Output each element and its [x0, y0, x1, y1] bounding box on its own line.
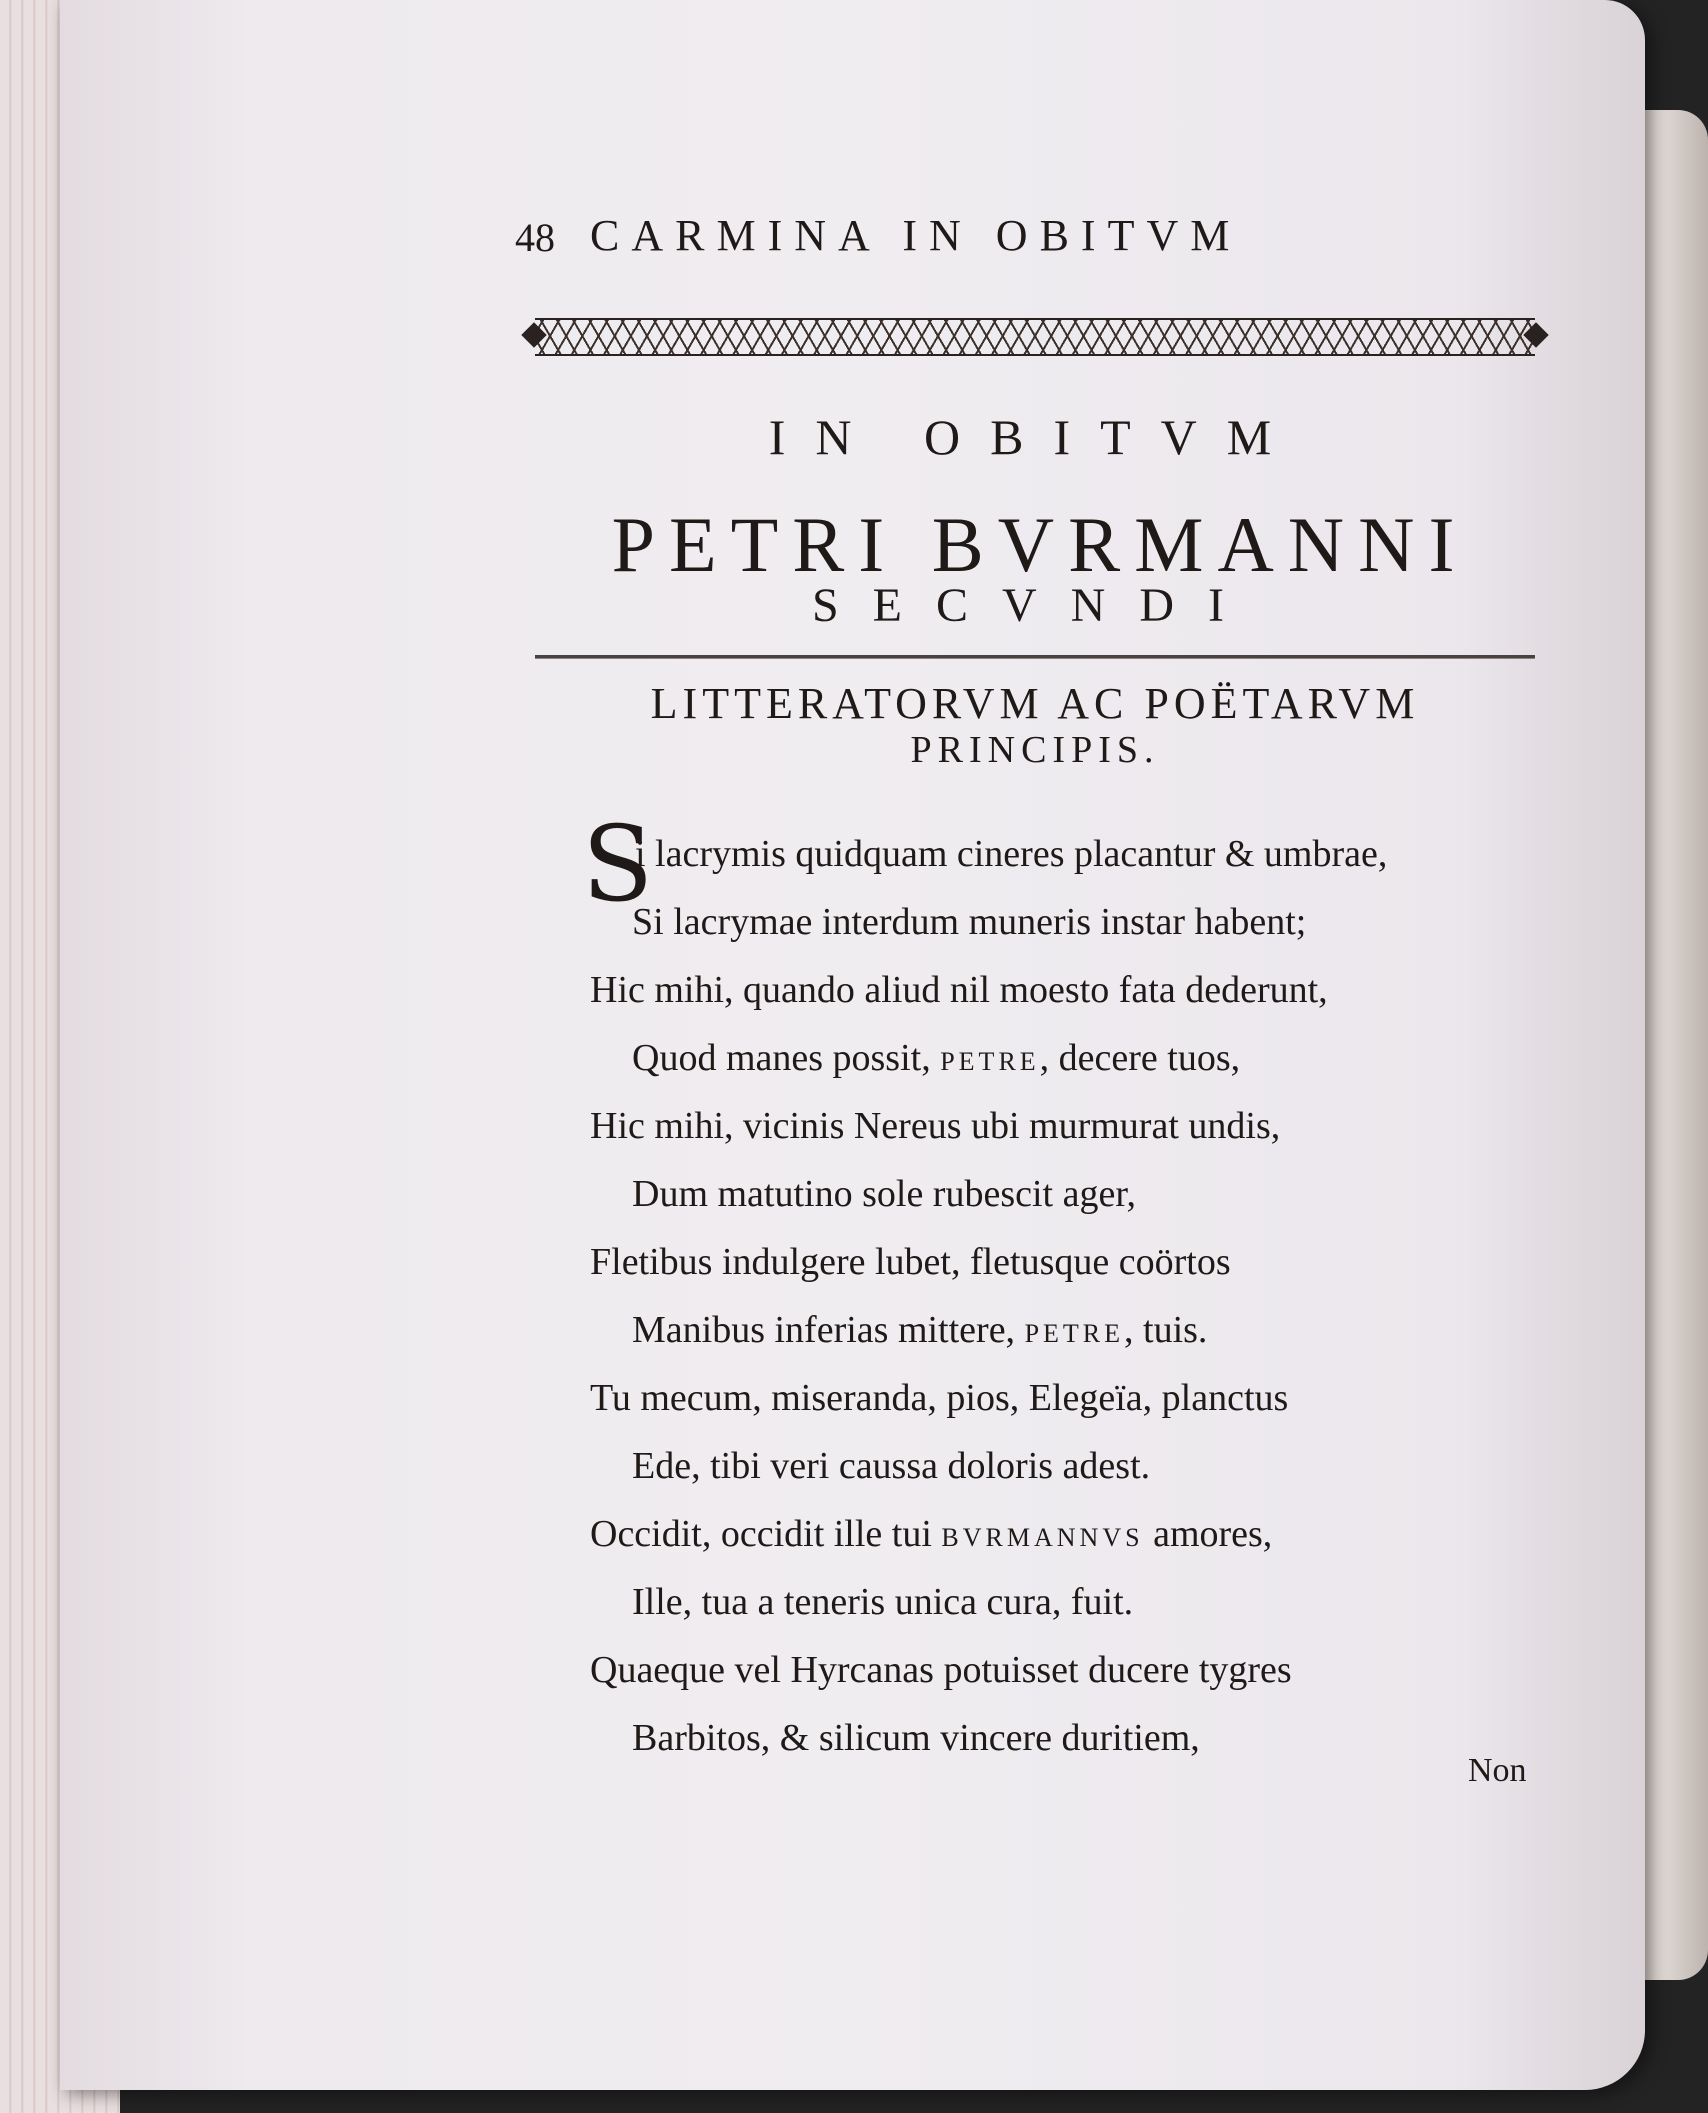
verse-line	[590, 1568, 1550, 1636]
running-title: CARMINA IN OBITVM	[590, 211, 1242, 260]
verse-line	[590, 1296, 1550, 1364]
verse-line	[590, 1636, 1550, 1704]
heading-rule	[535, 655, 1535, 659]
drop-cap: S	[582, 803, 654, 925]
poem	[582, 803, 1550, 1772]
verse-line	[590, 888, 1550, 956]
verse-line	[590, 1432, 1550, 1500]
page-number: 48	[515, 215, 555, 260]
verse-text: Ede, tibi veri caussa doloris adest.	[632, 1445, 1151, 1487]
verse-text: Si lacrymae interdum muneris instar habent;	[632, 901, 1307, 943]
verse-line	[590, 1160, 1550, 1228]
heading-name: PETRI BVRMANNI	[611, 501, 1469, 588]
verse-text: Ille, tua a teneris unica cura, fuit.	[632, 1581, 1134, 1623]
catchword: Non	[1468, 1752, 1527, 1789]
verse-line	[590, 1092, 1550, 1160]
subtitle-line-2: PRINCIPIS.	[910, 729, 1160, 771]
running-head	[515, 210, 1435, 270]
verse-text: Quod manes possit,	[632, 1037, 941, 1079]
verse-text: amores,	[1143, 1513, 1273, 1555]
verse-line	[590, 956, 1550, 1024]
verse-text: Occidit, occidit ille tui	[590, 1513, 942, 1555]
verse-text: Dum matutino sole rubescit ager,	[632, 1173, 1136, 1215]
verse-text: Tu mecum, miseranda, pios, Elegeïa, planctus	[590, 1377, 1289, 1419]
verse-text: , decere tuos,	[1039, 1037, 1241, 1079]
verse-line	[590, 1364, 1550, 1432]
verse-line	[590, 1500, 1550, 1568]
verse-text: Quaeque vel Hyrcanas potuisset ducere tygres	[590, 1649, 1292, 1691]
ornamental-rule	[535, 318, 1535, 356]
small-caps-name: PETRE	[1024, 1319, 1125, 1348]
verse-line	[590, 1704, 1550, 1772]
verse-text: Manibus inferias mittere,	[632, 1309, 1025, 1351]
verse-line	[590, 1024, 1550, 1092]
verse-text: i lacrymis quidquam cineres placantur & umbrae,	[635, 833, 1388, 875]
verse-text: Hic mihi, quando aliud nil moesto fata dederunt,	[590, 969, 1328, 1011]
verse-text: Barbitos, & silicum vincere duritiem,	[632, 1717, 1200, 1759]
small-caps-name: BVRMANNVS	[941, 1523, 1144, 1552]
verse-text: Hic mihi, vicinis Nereus ubi murmurat undis,	[590, 1105, 1281, 1147]
subtitle-line-1: LITTERATORVM AC POËTARVM	[650, 679, 1420, 728]
heading-line-1: IN OBITVM	[768, 409, 1302, 465]
verse-text: , tuis.	[1124, 1309, 1208, 1351]
small-caps-name: PETRE	[940, 1047, 1040, 1076]
verse-text: Fletibus indulgere lubet, fletusque coörtos	[590, 1241, 1231, 1283]
verse-line	[590, 1228, 1550, 1296]
heading-line-3: SECVNDI	[811, 579, 1258, 632]
